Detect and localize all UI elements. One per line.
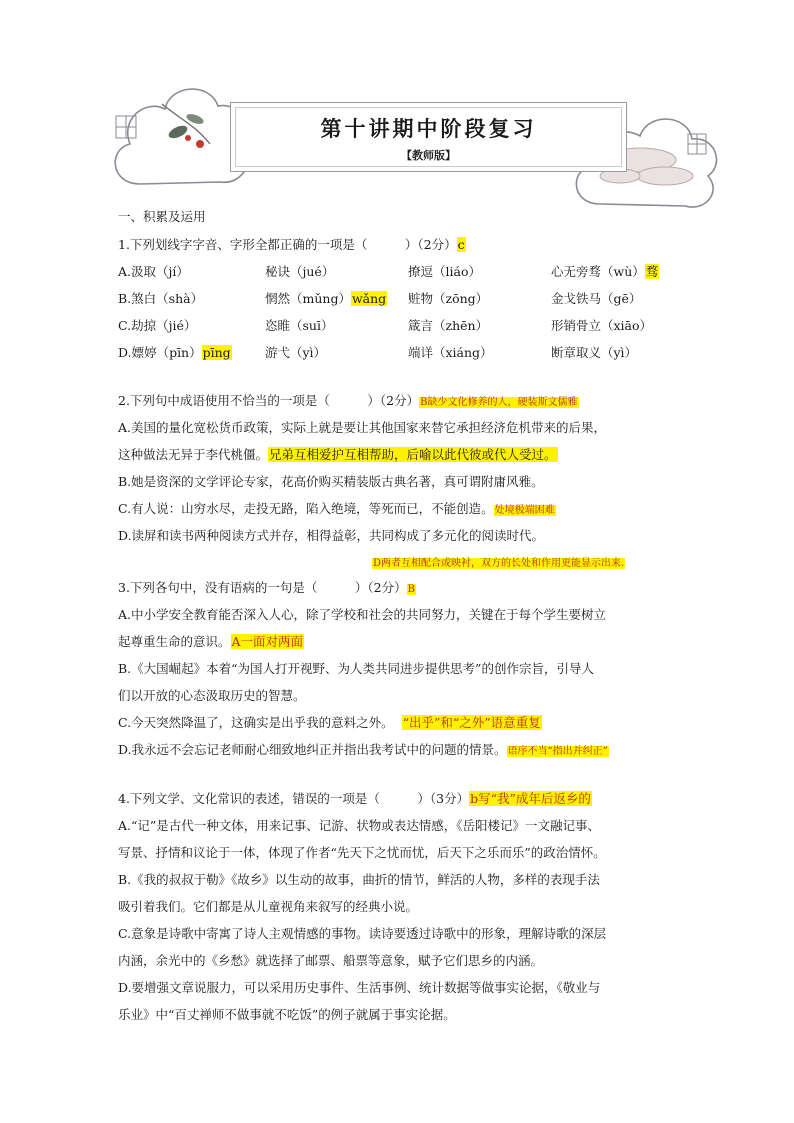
q1-option-c-word2: 恣睢（suī） xyxy=(265,318,334,333)
q4-option-c-line1: C.意象是诗歌中寄寓了诗人主观情感的事物。读诗要透过诗歌中的形象，理解诗歌的深层 xyxy=(118,926,607,941)
q3-option-c: C.今天突然降温了，这确实是出乎我的意料之外。 “出乎”和“之外”语意重复 xyxy=(118,715,541,730)
q2-option-a-line2: 这种做法无异于李代桃僵。兄弟互相爱护互相帮助，后喻以此代彼或代人受过。 xyxy=(118,447,557,462)
q1-option-a-word2: 秘诀（jué） xyxy=(265,264,335,279)
q1-option-a: A.汲取（jí） xyxy=(118,264,189,279)
q2-stem: 2.下列句中成语使用不恰当的一项是（ ）（2分）B缺少文化修养的人，硬装斯文儒雅 xyxy=(118,393,578,408)
q2-option-c-note: 处境极端困难 xyxy=(494,505,555,516)
q3-answer: B xyxy=(407,584,415,595)
q1-option-b-word3: 赃物（zōng） xyxy=(408,291,489,306)
q3-option-b-line2: 们以开放的心态汲取历史的智慧。 xyxy=(118,688,306,703)
q2-option-d: D.读屏和读书两种阅读方式并存，相得益彰，共同构成了多元化的阅读时代。 xyxy=(118,528,545,543)
q1-option-d-word4: 断章取义（yì） xyxy=(551,345,638,360)
q3-option-a-line1: A.中小学安全教育能否深入人心，除了学校和社会的共同努力，关键在于每个学生要树立 xyxy=(118,607,607,622)
q4-option-d-line2: 乐业》中“百丈禅师不做事就不吃饭”的例子就属于事实论据。 xyxy=(118,1007,456,1022)
q1-option-b-word4: 金戈铁马（gē） xyxy=(551,291,642,306)
q1-option-d: D.嫖婷（pīn）pīng xyxy=(118,345,231,360)
q2-answer: B缺少文化修养的人，硬装斯文儒雅 xyxy=(420,397,578,408)
q1-option-a-word4: 心无旁骛（wù）骛 xyxy=(551,264,659,279)
q1-answer: c xyxy=(457,237,465,252)
q3-option-b-line1: B.《大国崛起》本着“为国人打开视野、为人类共同进步提供思考”的创作宗旨，引导人 xyxy=(118,661,594,676)
q3-stem: 3.下列各句中，没有语病的一句是（ ）（2分）B xyxy=(118,580,415,595)
q1-option-d-note: pīng xyxy=(202,345,231,360)
q1-option-a-word3: 撩逗（liáo） xyxy=(408,264,481,279)
q1-option-d-word3: 端详（xiáng） xyxy=(408,345,493,360)
q3-option-c-note: “出乎”和“之外”语意重复 xyxy=(402,715,541,730)
q3-option-d: D.我永远不会忘记老师耐心细致地纠正并指出我考试中的问题的情景。语序不当“指出并纠正” xyxy=(118,742,608,757)
q2-option-a-line1: A.美国的量化宽松货币政策，实际上就是要让其他国家来替它承担经济危机带来的后果， xyxy=(118,420,607,435)
header xyxy=(100,64,720,224)
title-box xyxy=(230,102,627,172)
q4-option-d-line1: D.要增强文章说服力，可以采用历史事件、生活事例、统计数据等做事实论据，《敬业与 xyxy=(118,980,601,995)
q1-option-b: B.煞白（shà） xyxy=(118,291,204,306)
q1-option-a-note: 骛 xyxy=(645,264,659,279)
q1-option-d-word2: 游弋（yì） xyxy=(265,345,327,360)
q1-stem: 1.下列划线字字音、字形全都正确的一项是（ ）（2分）c xyxy=(118,237,465,252)
q4-option-b-line1: B.《我的叔叔于勒》《故乡》以生动的故事，曲折的情节，鲜活的人物，多样的表现手法 xyxy=(118,872,600,887)
q4-answer: b写“我”成年后返乡的 xyxy=(470,791,591,806)
q4-option-a-line1: A.“记”是古代一种文体，用来记事、记游、状物或表达情感，《岳阳楼记》一文融记事、 xyxy=(118,818,601,833)
q3-option-d-note: 语序不当“指出并纠正” xyxy=(507,746,608,757)
q4-option-a-line2: 写景、抒情和议论于一体，体现了作者“先天下之忧而忧，后天下之乐而乐”的政治情怀。 xyxy=(118,845,606,860)
q3-option-a-line2: 起尊重生命的意识。A一面对两面 xyxy=(118,634,304,649)
q1-option-b-note: wǎng xyxy=(351,291,387,306)
q2-option-d-note: D两者互相配合或映衬，双方的长处和作用更能显示出来. xyxy=(373,558,625,569)
q1-option-c: C.劫掠（jié） xyxy=(118,318,197,333)
q4-stem: 4.下列文学、文化常识的表述，错误的一项是（ ）（3分）b写“我”成年后返乡的 xyxy=(118,791,591,806)
q4-option-c-line2: 内涵，余光中的《乡愁》就选择了邮票、船票等意象，赋予它们思乡的内涵。 xyxy=(118,953,544,968)
q2-option-c: C.有人说：山穷水尽，走投无路，陷入绝境，等死而已，不能创造。处境极端困难 xyxy=(118,501,555,516)
q1-option-c-word3: 箴言（zhēn） xyxy=(408,318,489,333)
page-title: 第十讲期中阶段复习 xyxy=(320,116,537,141)
page-subtitle: 【教师版】 xyxy=(401,149,456,162)
section-heading: 一、积累及运用 xyxy=(118,209,206,224)
q2-option-b: B.她是资深的文学评论专家，花高价购买精装版古典名著，真可谓附庸风雅。 xyxy=(118,474,544,489)
q1-option-c-word4: 形销骨立（xiāo） xyxy=(551,318,653,333)
q4-option-b-line2: 吸引着我们。它们都是从儿童视角来叙写的经典小说。 xyxy=(118,899,419,914)
q1-option-b-word2: 惘然（mǔng）wǎng xyxy=(265,291,387,306)
q2-option-a-note: 兄弟互相爱护互相帮助，后喻以此代彼或代人受过。 xyxy=(269,447,557,462)
q3-option-a-note: A一面对两面 xyxy=(231,634,304,649)
